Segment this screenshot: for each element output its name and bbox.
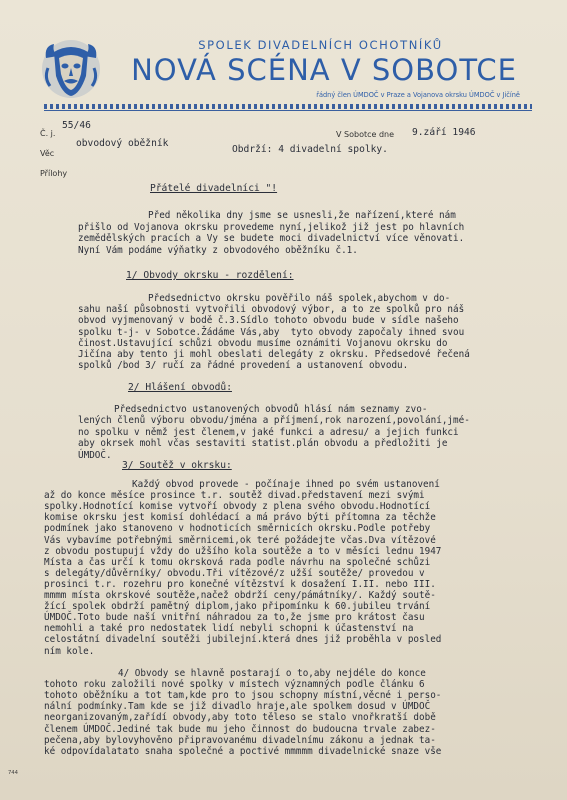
margin-number: 744: [8, 770, 18, 776]
paragraph-line: aby okrsek mohl včas sestaviti statist.plán obvodu a předložiti je: [78, 438, 448, 450]
paragraph-line: spolků /bod 3/ ručí za řádné provedení a ustanovení obvodu.: [78, 360, 409, 372]
paragraph-line: spolky.Hodnotící komise vytvoří obvody z plena svého obvodu.Hodnotící: [44, 501, 431, 513]
paragraph-line: neorganizovaným,zařídí obvody,aby toto těleso se stalo vnořkratší době: [44, 712, 436, 724]
section-3-title: 3/ Soutěž v okrsku:: [122, 460, 232, 471]
paragraph-line: Vás vybavíme potřebnými směrnicemi,ok teré požádejte včas.Dva vítězové: [44, 534, 436, 546]
paragraph-line: Nyní Vám podáme výňatky z obvodového oběžníku č.1.: [78, 244, 358, 256]
paragraph-line: obvod vyjmenovaný v bodě č.3.Sídlo tohoto obvodu bude v sídle našeho: [78, 315, 459, 327]
paragraph-line: 4/ Obvody se hlavně postarají o to,aby nejdéle do konce: [118, 668, 426, 679]
paragraph-line: tohoto roku založili nové spolky v místech významných podle článku 6: [44, 679, 425, 691]
paragraph-line: Před několika dny jsme se usnesli,že nařízení,které nám: [148, 210, 456, 221]
letterhead-dotted-rule: [44, 104, 532, 109]
paragraph-line: přišlo od Vojanova okrsku provedeme nyní,jelikož již jest po hlavních: [78, 221, 465, 233]
paragraph-line: členem ÚMDOČ.Jediné tak bude mu jeho činnost do budoucna trvale zabez-: [44, 723, 436, 735]
paragraph-line: sahu naší působnosti vytvořili obvodový výbor, a to ze spolků pro náš: [78, 304, 465, 316]
paragraph-line: pečena,aby bylovyhověno připravovanému divadelnímu zákonu a jednak ta-: [44, 734, 436, 746]
paragraph-line: ké odpovídalatato snaha společné a poctivé mmmmm divadelnické snaze vše: [44, 745, 442, 757]
paragraph-line: Místa a čas určí k tomu okrsková rada podle návrhu na společné schůzi: [44, 556, 431, 568]
paragraph-line: až do konce měsíce prosince t.r. soutěž divad.představení mezi svými: [44, 490, 425, 502]
paragraph-line: Každý obvod provede - počínaje ihned po svém ustanovení: [132, 479, 440, 490]
paragraph-line: tohoto oběžníku a tot tam,kde pro to jsou schopny místní,věcné i perso-: [44, 690, 442, 702]
paragraph-line: činost.Ustavující schůzi obvodu musíme oznámiti Vojanovu okrsku do: [78, 337, 448, 349]
reference-number: 55/46: [62, 120, 91, 131]
paragraph-line: nemohli a také pro nedostatek lidí nebyli schopni k účastenství na: [44, 623, 414, 635]
organization-membership: řádný člen ÚMDOČ v Praze a Vojanova okrsku ÚMDOČ v Jičíně: [316, 91, 520, 99]
paragraph-line: podmínek jako stanoveno v hodnoticích směrnicích okrsku.Podle potřeby: [44, 523, 431, 535]
reference-label: Č. j.: [40, 129, 56, 138]
paragraph-line: s delegáty/důvěrníky/ obvodu.Tři vítězové/z užší soutěže/ provedou v: [44, 567, 425, 579]
theatre-mask-logo-icon: [40, 38, 102, 100]
paragraph-line: zemědělských pracích a Vy se budete moci divadelnictví více věnovati.: [78, 233, 465, 245]
paragraph-line: prosinci t.r. rozehru pro konečné vítězství k dosažení I.II. nebo III.: [44, 578, 436, 590]
salutation: Přátelé divadelníci "!: [150, 183, 278, 194]
attachments-label: Přílohy: [40, 169, 68, 178]
paragraph-line: komise okrsku jest komisí dohlédací a má právo býti přítomna za těchže: [44, 512, 436, 524]
recipients-line: Obdrží: 4 divadelní spolky.: [232, 144, 388, 155]
organization-tagline: SPOLEK DIVADELNÍCH OCHOTNÍKŮ: [198, 38, 443, 52]
paragraph-line: lených členů výboru obvodu/jména a příjmení,rok narození,povolání,jmé-: [78, 415, 470, 427]
paragraph-line: žící spolek obdrží pamětný diplom,jako připomínku k 60.jubileu trvání: [44, 601, 431, 613]
paragraph-line: no spolku v němž jest členem,v jaké funkci a adresu/ a jejich funkci: [78, 426, 459, 438]
paragraph-line: Jičína aby tento ji mohl obeslati delegáty z okrsku. Předsedové řečená: [78, 349, 470, 360]
paragraph-line: spolku t-j- v Sobotce.Žádáme Vás,aby tyto obvody započaly ihned svou: [78, 326, 465, 338]
section-1-title: 1/ Obvody okrsku - rozdělení:: [126, 270, 294, 281]
organization-name: NOVÁ SCÉNA V SOBOTCE: [131, 53, 517, 87]
letterhead-rule: [44, 110, 532, 111]
subject-value: obvodový oběžník: [76, 138, 169, 149]
paragraph-line: ÚMDOČ.: [78, 449, 112, 461]
paragraph-line: nální podmínky.Tam kde se již divadlo hraje,ale spolkem dosud v ÚMDOČ: [44, 701, 431, 713]
paragraph-line: mmmm místa okrskové soutěže,načež obdrží ceny/pámátníky/. Každý soutě-: [44, 590, 436, 601]
letter-date: 9.září 1946: [412, 127, 476, 138]
paragraph-line: z obvodu postupují vždy do užšího kola soutěže a to v měsíci lednu 1947: [44, 545, 442, 557]
paragraph-line: Předsednictvo ustanovených obvodů hlásí nám seznamy zvo-: [114, 404, 428, 415]
paragraph-line: Předsednictvo okrsku pověřilo náš spolek,abychom v do-: [148, 293, 451, 304]
paragraph-line: ÚMDOČ.Toto bude naší vnitřní náhradou za to,že jsme pro krátost času: [44, 612, 425, 624]
subject-label: Věc: [40, 149, 55, 158]
section-2-title: 2/ Hlášení obvodů:: [128, 382, 232, 393]
paragraph-line: celostátní divadelní soutěži jubilejní.která dnes již proběhla v posled: [44, 634, 442, 646]
place-label: V Sobotce dne: [336, 130, 395, 139]
paragraph-line: ním kole.: [44, 645, 95, 657]
